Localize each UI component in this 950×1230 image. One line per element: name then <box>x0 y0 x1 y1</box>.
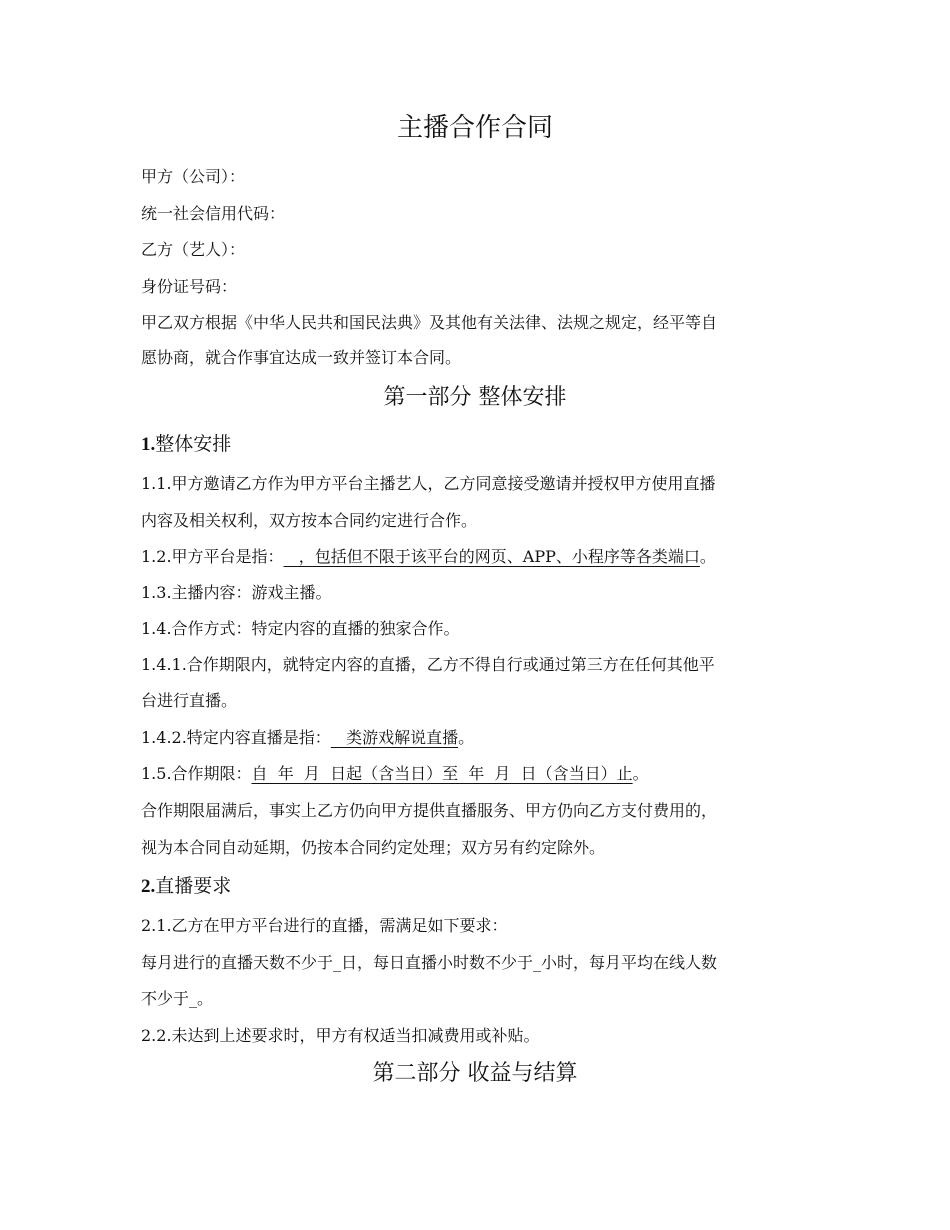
clause-1-2-label: 1.2.甲方平台是指： <box>141 547 284 566</box>
part-two-heading: 第二部分 收益与结算 <box>372 1061 578 1086</box>
clause-1-1-line-2: 内容及相关权利，双方按本合同约定进行合作。 <box>141 511 478 530</box>
party-b-line: 乙方（艺人）： <box>141 240 246 259</box>
requirements-line-2: 不少于_。 <box>141 989 214 1008</box>
content-fill-in: 类游戏解说直播 <box>330 728 459 747</box>
requirements-line-1: 每月进行的直播天数不少于_日，每日直播小时数不少于_小时，每月平均在线人数 <box>141 953 718 972</box>
credit-code-line: 统一社会信用代码： <box>141 204 286 223</box>
section-1-number: 1. <box>141 434 156 455</box>
clause-1-5 <box>141 764 649 784</box>
section-1-title: 整体安排 <box>155 433 232 455</box>
part-one-heading: 第一部分 整体安排 <box>383 385 567 410</box>
clause-1-4-2-end: 。 <box>458 728 475 747</box>
clause-2-2: 2.2.未达到上述要求时，甲方有权适当扣减费用或补贴。 <box>141 1026 540 1045</box>
id-number-line: 身份证号码： <box>141 277 238 296</box>
renewal-line-2: 视为本合同自动延期，仍按本合同约定处理；双方另有约定除外。 <box>141 838 606 857</box>
clause-2-1: 2.1.乙方在甲方平台进行的直播，需满足如下要求： <box>141 916 508 935</box>
clause-1-1-line-1: 1.1.甲方邀请乙方作为甲方平台主播艺人，乙方同意接受邀请并授权甲方使用直播 <box>141 474 716 493</box>
clause-1-4-1-line-2: 台进行直播。 <box>141 691 238 710</box>
clause-1-2-end: 。 <box>699 547 716 566</box>
term-fill-in: 自 年 月 日起（含当日）至 年 月 日（含当日）止 <box>251 764 633 783</box>
clause-1-4-1-line-1: 1.4.1.合作期限内，就特定内容的直播，乙方不得自行或通过第三方在任何其他平 <box>141 655 715 674</box>
renewal-line-1: 合作期限届满后，事实上乙方仍向甲方提供直播服务、甲方仍向乙方支付费用的， <box>141 801 718 820</box>
clause-1-4: 1.4.合作方式：特定内容的直播的独家合作。 <box>141 619 460 638</box>
section-2-heading <box>141 871 231 898</box>
document-title: 主播合作合同 <box>396 113 553 143</box>
preamble-line-2: 愿协商，就合作事宜达成一致并签订本合同。 <box>141 348 462 367</box>
party-a-line: 甲方（公司）： <box>141 167 246 186</box>
clause-1-4-2-label: 1.4.2.特定内容直播是指： <box>141 728 331 747</box>
clause-1-5-end: 。 <box>632 764 649 783</box>
platform-fill-in: ，包括但不限于该平台的网页、APP、小程序等各类端口 <box>283 547 700 566</box>
clause-1-3: 1.3.主播内容：游戏主播。 <box>141 583 332 602</box>
section-2-title: 直播要求 <box>155 875 232 897</box>
clause-1-4-2 <box>141 728 474 748</box>
preamble-line-1: 甲乙双方根据《中华人民共和国民法典》及其他有关法律、法规之规定，经平等自 <box>141 313 718 332</box>
section-2-number: 2. <box>141 876 156 897</box>
clause-1-5-label: 1.5.合作期限： <box>141 764 252 783</box>
clause-1-2 <box>141 547 716 567</box>
section-1-heading <box>141 429 231 456</box>
